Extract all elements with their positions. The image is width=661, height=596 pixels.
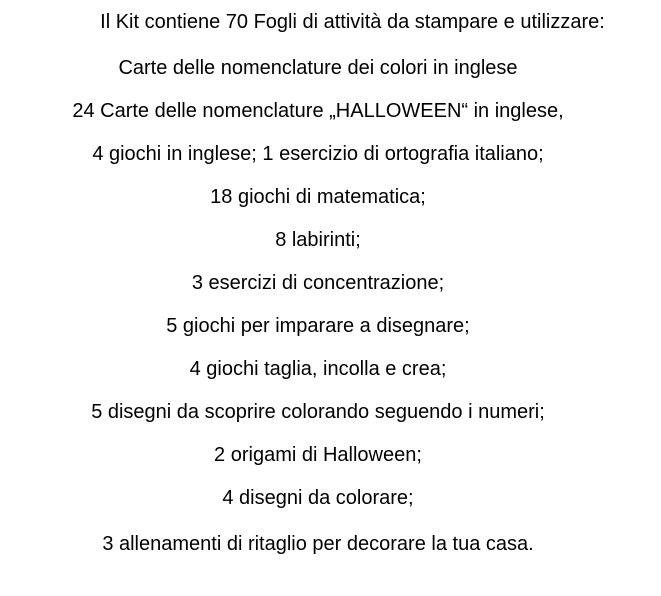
list-item: 24 Carte delle nomenclature „HALLOWEEN“ in inglese, <box>72 100 564 122</box>
list-item: 2 origami di Halloween; <box>214 444 422 466</box>
list-item: 3 allenamenti di ritaglio per decorare la tua casa. <box>102 533 534 555</box>
list-item: 5 giochi per imparare a disegnare; <box>166 315 470 337</box>
list-item: 8 labirinti; <box>275 229 361 251</box>
list-item: 4 disegni da colorare; <box>222 487 414 509</box>
list-item: Carte delle nomenclature dei colori in inglese <box>118 57 518 79</box>
list-item: 3 esercizi di concentrazione; <box>191 272 445 294</box>
list-item: 18 giochi di matematica; <box>210 186 426 208</box>
list-item: 5 disegni da scoprire colorando seguendo i numeri; <box>91 401 545 423</box>
list-item: 4 giochi in inglese; 1 esercizio di ortografia italiano; <box>92 143 544 165</box>
intro-text: Il Kit contiene 70 Fogli di attività da stampare e utilizzare: <box>100 11 605 33</box>
list-item: 4 giochi taglia, incolla e crea; <box>189 358 447 380</box>
